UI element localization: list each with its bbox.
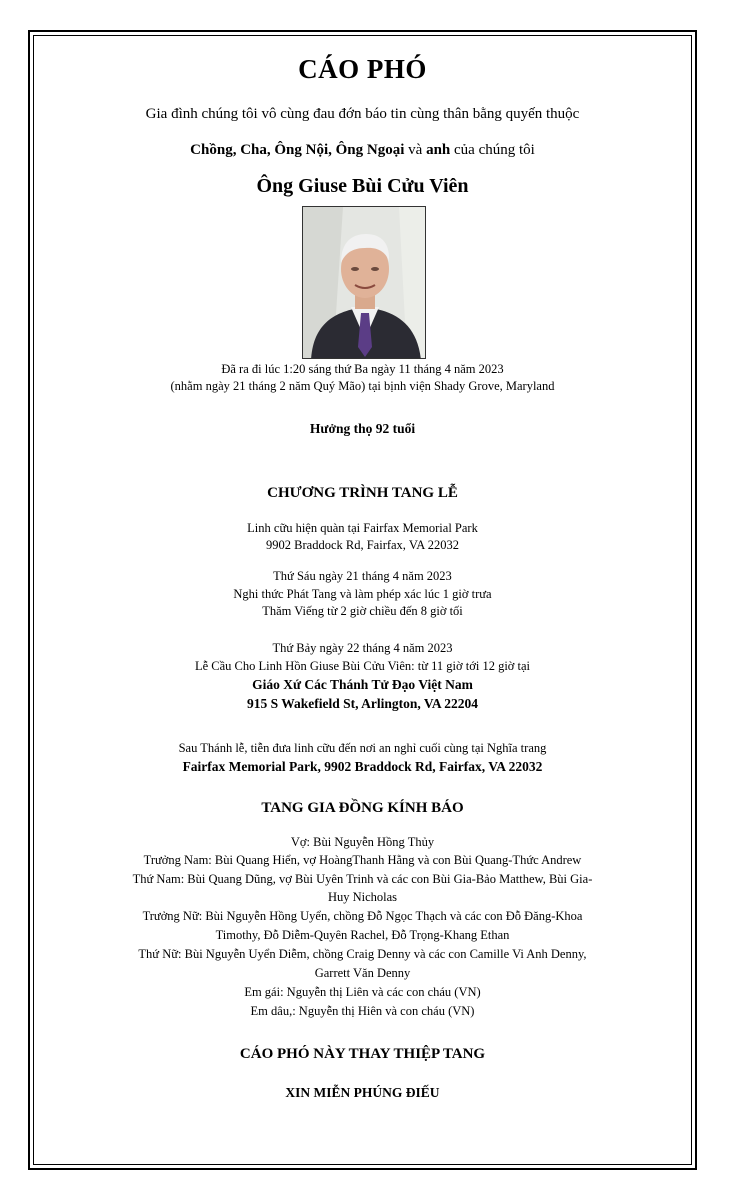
- relations-anh: anh: [426, 142, 451, 158]
- family-line: Huy Nicholas: [327, 890, 398, 904]
- church-name: Giáo Xứ Các Thánh Tử Đạo Việt Nam: [252, 677, 473, 692]
- church-address: 915 S Wakefield St, Arlington, VA 22204: [246, 696, 479, 711]
- program-heading: CHƯƠNG TRÌNH TANG LỄ: [267, 485, 458, 501]
- family-line: Thứ Nam: Bùi Quang Dũng, vợ Bùi Uyên Trinh và các con Bùi Gia-Bảo Matthew, Bùi Gia-: [132, 872, 593, 886]
- family-line: Trưởng Nữ: Bùi Nguyễn Hồng Uyển, chồng Đỗ Ngọc Thạch và các con Đỗ Đăng-Khoa: [142, 909, 583, 923]
- page-title: CÁO PHÓ: [298, 54, 427, 84]
- passing-line-1: Đã ra đi lúc 1:20 sáng thứ Ba ngày 11 tháng 4 năm 2023: [221, 362, 504, 376]
- relations-and: và: [408, 142, 423, 158]
- family-heading: TANG GIA ĐỒNG KÍNH BÁO: [261, 800, 464, 816]
- family-line: Thứ Nữ: Bùi Nguyễn Uyển Diễm, chồng Craig Denny và các con Camille Vi Anh Denny,: [138, 947, 587, 961]
- intro-text: Gia đình chúng tôi vô cùng đau đớn báo tin cùng thân bằng quyến thuộc: [145, 106, 580, 122]
- friday-ceremony: Nghi thức Phát Tang và làm phép xác lúc 1 giờ trưa: [233, 587, 492, 601]
- passing-line-2: (nhằm ngày 21 tháng 2 năm Quý Mão) tại bịnh viện Shady Grove, Maryland: [170, 379, 555, 393]
- program-location-2: 9902 Braddock Rd, Fairfax, VA 22032: [266, 538, 459, 552]
- burial-place: Fairfax Memorial Park, 9902 Braddock Rd, Fairfax, VA 22032: [182, 759, 543, 774]
- program-location-1: Linh cữu hiện quàn tại Fairfax Memorial Park: [247, 521, 478, 535]
- deceased-name: Ông Giuse Bùi Cửu Viên: [256, 175, 469, 197]
- relations-bold: Chồng, Cha, Ông Nội, Ông Ngoại: [190, 142, 405, 158]
- friday-visitation: Thăm Viếng từ 2 giờ chiều đến 8 giờ tối: [262, 604, 463, 618]
- saturday-date: Thứ Bảy ngày 22 tháng 4 năm 2023: [272, 641, 453, 655]
- age-text: Hưởng thọ 92 tuổi: [309, 421, 416, 436]
- saturday-mass: Lễ Cầu Cho Linh Hồn Giuse Bùi Cửu Viên: từ 11 giờ tới 12 giờ tại: [194, 659, 531, 673]
- family-line: Garrett Văn Denny: [314, 966, 411, 980]
- family-line: Trưởng Nam: Bùi Quang Hiển, vợ HoàngThanh Hằng và con Bùi Quang-Thức Andrew: [143, 853, 582, 867]
- family-line: Em dâu,: Nguyễn thị Hiên và con cháu (VN): [250, 1004, 475, 1018]
- no-flowers-notice: XIN MIỄN PHÚNG ĐIẾU: [285, 1085, 440, 1100]
- family-line: Vợ: Bùi Nguyễn Hồng Thủy: [290, 835, 435, 849]
- burial-intro: Sau Thánh lễ, tiễn đưa linh cữu đến nơi an nghỉ cuối cùng tại Nghĩa trang: [178, 741, 547, 755]
- friday-date: Thứ Sáu ngày 21 tháng 4 năm 2023: [273, 569, 452, 583]
- family-line: Timothy, Đỗ Diễm-Quyên Rachel, Đỗ Trọng-Khang Ethan: [215, 928, 510, 942]
- relations-line: [34, 142, 691, 159]
- portrait-photo: [302, 206, 426, 359]
- family-line: Em gái: Nguyễn thị Liên và các con cháu (VN): [244, 985, 481, 999]
- closing-notice: CÁO PHÓ NÀY THAY THIỆP TANG: [239, 1046, 486, 1062]
- relations-tail: của chúng tôi: [454, 142, 535, 158]
